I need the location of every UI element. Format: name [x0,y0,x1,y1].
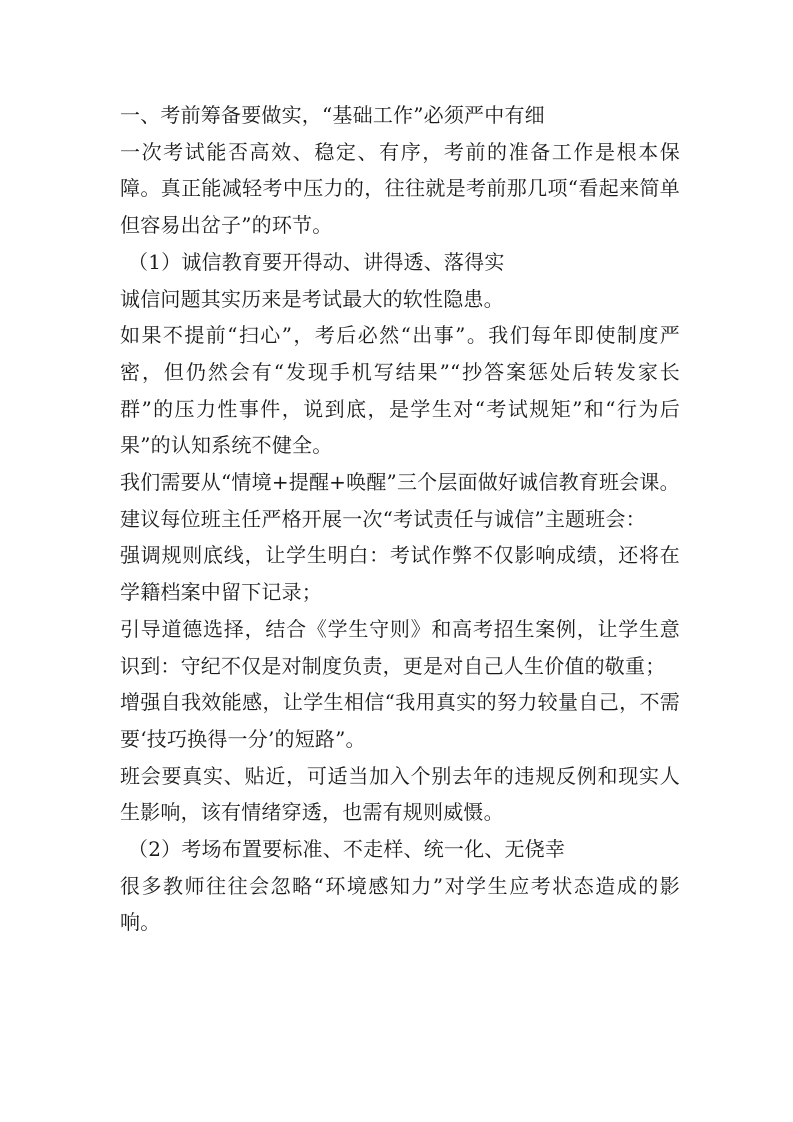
paragraph: 我们需要从“情境+提醒+唤醒”三个层面做好诚信教育班会课。 [120,470,680,495]
paragraph: 诚信问题其实历来是考试最大的软性隐患。 [120,286,504,311]
paragraph: 建议每位班主任严格开展一次“考试责任与诚信”主题班会： [120,506,646,531]
paragraph: 增强自我效能感，让学生相信“我用真实的努力较量自己，不需要‘技巧换得一分’的短路”。 [120,690,680,751]
section-heading: 一、考前筹备要做实，“基础工作”必须严中有细 [120,103,545,127]
paragraph: 一次考试能否高效、稳定、有序，考前的准备工作是根本保障。真正能减轻考中压力的，往往就是考前那几项“看起来简单但容易出岔子”的环节。 [120,139,680,238]
paragraph: 如果不提前“扫心”，考后必然“出事”。我们每年即使制度严密，但仍然会有“发现手机写结果”“抄答案惩处后转发家长群”的压力性事件，说到底，是学生对“考试规矩”和“行为后果”的认知系统不健全。 [120,323,680,458]
paragraph: 很多教师往往会忽略“环境感知力”对学生应考状态造成的影响。 [120,873,680,935]
subsection-heading: （1）诚信教育要开得动、讲得透、落得实 [128,249,505,274]
document-body [120,97,680,941]
paragraph: 班会要真实、贴近，可适当加入个别去年的违规反例和现实人生影响，该有情绪穿透，也需有规则威慑。 [120,763,680,825]
paragraph: 强调规则底线，让学生明白：考试作弊不仅影响成绩，还将在学籍档案中留下记录； [120,543,680,605]
paragraph: 引导道德选择，结合《学生守则》和高考招生案例，让学生意识到：守纪不仅是对制度负责，更是对自己人生价值的敬重； [120,616,680,678]
subsection-heading: （2）考场布置要标准、不走样、统一化、无侥幸 [128,837,566,862]
